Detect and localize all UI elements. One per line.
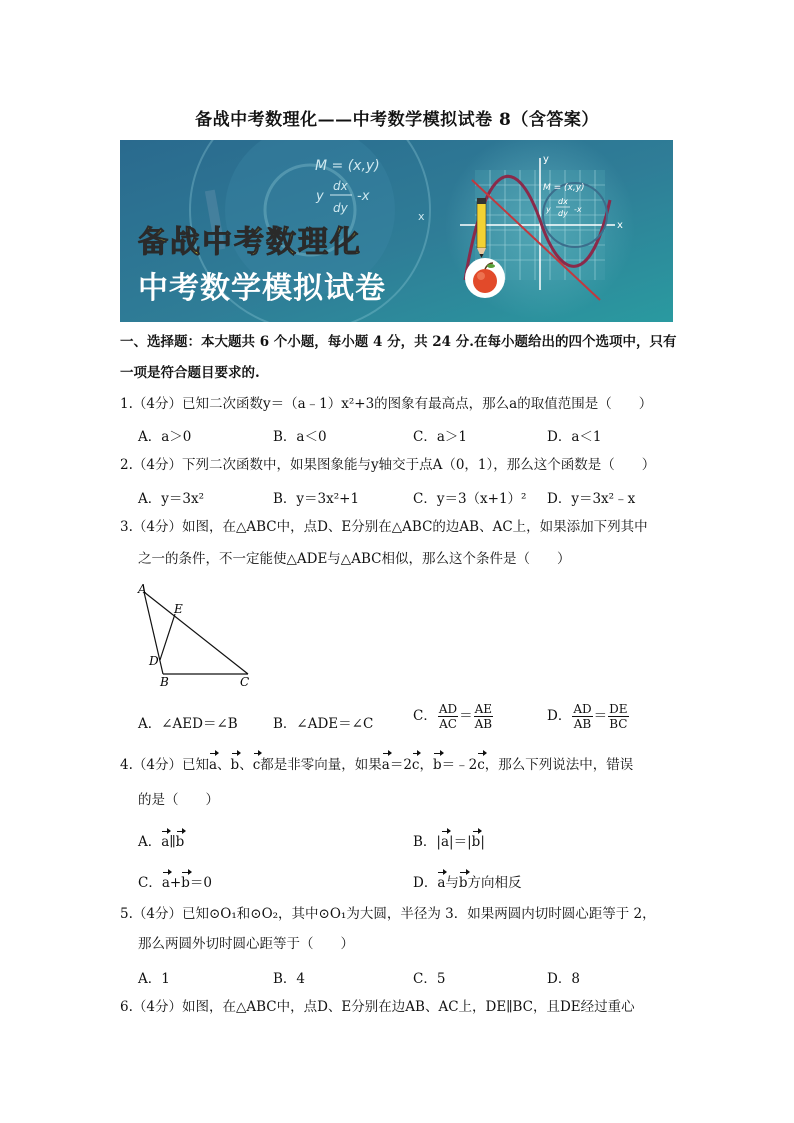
question-5-stem-line1: 5.（4分）已知⊙O₁和⊙O₂，其中⊙O₁为大圆，半径为 3．如果两圆内切时圆心距等于 2， (120, 906, 656, 922)
q2-option-c: C．y＝3（x+1）² (413, 491, 527, 507)
q1-option-c: C．a＞1 (413, 429, 467, 445)
q1-option-b: B．a＜0 (273, 429, 327, 445)
vertex-c-label: C (240, 675, 250, 689)
q2-option-d: D．y＝3x²﹣x (547, 491, 636, 507)
q2-option-a: A．y＝3x² (138, 491, 204, 507)
vertex-e-label: E (174, 602, 183, 616)
question-5-stem-line2: 那么两圆外切时圆心距等于（ ） (138, 936, 354, 952)
svg-text:x: x (418, 210, 425, 223)
q5-option-a: A．1 (138, 971, 170, 987)
q4-option-d: D．a与b方向相反 (413, 875, 522, 891)
banner-image (120, 140, 673, 322)
q5-option-d: D．8 (547, 971, 580, 987)
banner-title-line1: 备战中考数理化 (138, 225, 362, 260)
q4-option-a: A．a∥b (138, 834, 185, 850)
page-title: 备战中考数理化——中考数学模拟试卷 8（含答案） (195, 110, 599, 130)
question-6-stem-line1: 6.（4分）如图，在△ABC中，点D、E分别在边AB、AC上，DE∥BC，且DE经过重心 (120, 999, 635, 1015)
q2-option-b: B．y＝3x²+1 (273, 491, 360, 507)
banner-title-line2: 中考数学模拟试卷 (138, 271, 386, 306)
graph-illustration (460, 154, 623, 300)
section-heading-line2: 一项是符合题目要求的. (120, 365, 260, 381)
svg-text:y: y (543, 154, 549, 165)
question-3-stem-line2: 之一的条件，不一定能使△ADE与△ABC相似，那么这个条件是（ ） (138, 551, 571, 567)
svg-text:-x: -x (357, 189, 370, 204)
banner-formula-1: M = (x,y) (315, 158, 380, 174)
svg-text:-x: -x (574, 205, 582, 214)
svg-text:dy: dy (558, 209, 568, 218)
q4-option-c: C．a+b＝0 (138, 875, 212, 891)
svg-text:dx: dx (558, 197, 568, 206)
q5-option-c: C．5 (413, 971, 446, 987)
question-1-stem: 1.（4分）已知二次函数y＝（a﹣1）x²+3的图象有最高点，那么a的取值范围是（ ） (120, 396, 653, 412)
q1-option-a: A．a＞0 (138, 429, 192, 445)
q3-option-d: D． $\frac{AD}{AB}$ ＝ $\frac{DE}{BC}$ (547, 702, 628, 731)
vertex-d-label: D (149, 654, 159, 668)
question-2-stem: 2.（4分）下列二次函数中，如果图象能与y轴交于点A（0，1），那么这个函数是（ ） (120, 457, 656, 473)
svg-text:M = (x,y): M = (x,y) (543, 183, 585, 193)
question-4-stem-line1: 4.（4分）已知a、b、c都是非零向量，如果a＝2c，b＝﹣2c，那么下列说法中，错误 (120, 757, 634, 773)
question-4-stem-line2: 的是（ ） (138, 792, 219, 808)
q1-option-d: D．a＜1 (547, 429, 602, 445)
vertex-a-label: A (138, 582, 147, 596)
svg-text:dx: dx (333, 179, 348, 193)
triangle-figure (130, 582, 260, 690)
q3-option-a: A．∠AED＝∠B (138, 716, 238, 732)
svg-text:y: y (546, 205, 551, 214)
svg-text:x: x (617, 220, 623, 231)
question-3-stem-line1: 3.（4分）如图，在△ABC中，点D、E分别在△ABC的边AB、AC上，如果添加下列其中 (120, 519, 648, 535)
section-heading-line1: 一、选择题：本大题共 6 个小题，每小题 4 分，共 24 分.在每小题给出的四个选项中，只有 (120, 334, 677, 350)
svg-text:y: y (316, 189, 324, 204)
vertex-b-label: B (160, 675, 169, 689)
q4-option-b: B．|a|＝|b| (413, 834, 485, 850)
svg-text:dy: dy (333, 201, 348, 215)
q3-option-c: C． $\frac{AD}{AC}$ ＝ $\frac{AE}{AB}$ (413, 702, 493, 731)
q5-option-b: B．4 (273, 971, 306, 987)
q3-option-b: B．∠ADE＝∠C (273, 716, 374, 732)
